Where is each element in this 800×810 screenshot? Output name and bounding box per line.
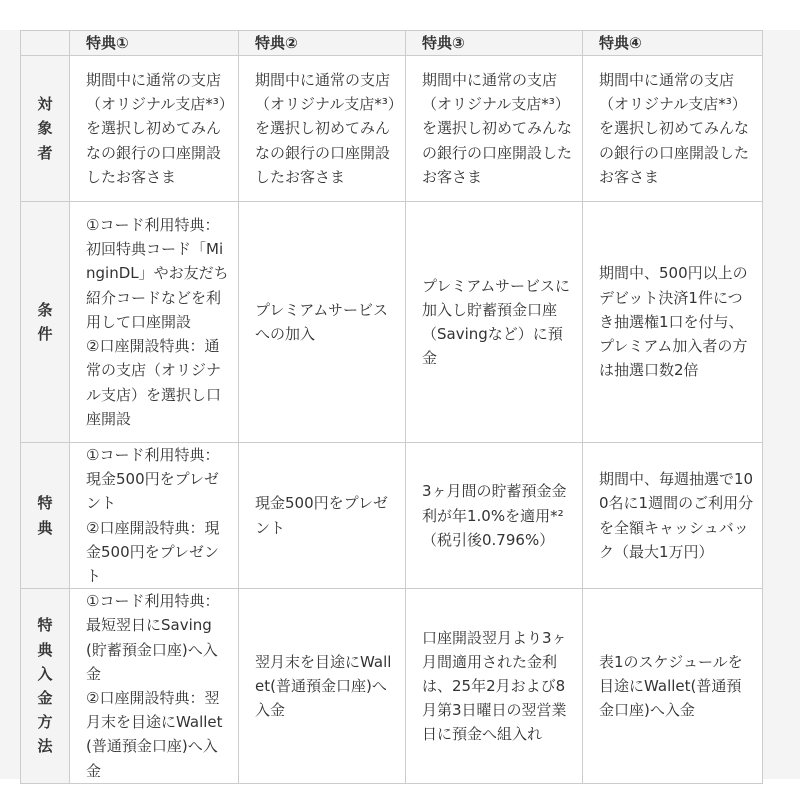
table-row-conditions (21, 202, 763, 443)
cell-text: ①コード利用特典：初回特典コード「MinginDL」やお友だち紹介コードなどを利用して口座開設 ②口座開設特典：通常の支店（オリジナル支店）を選択し口座開設 (86, 216, 229, 428)
table-cell (406, 202, 583, 443)
table-cell (406, 443, 583, 589)
cell-text: 期間中に通常の支店（オリジナル支店*³）を選択し初めてみんなの銀行の口座開設したお客さま (599, 70, 750, 186)
row-header-conditions (21, 202, 70, 443)
cell-text: 期間中、毎週抽選で100名に1週間のご利用分を全額キャッシュバック（最大1万円） (599, 470, 754, 561)
table-cell (583, 589, 763, 784)
table-cell (239, 589, 406, 784)
table-cell (583, 202, 763, 443)
cell-text: ①コード利用特典：現金500円をプレゼント ②口座開設特典：現金500円をプレゼント (86, 446, 220, 586)
cell-text: 期間中、500円以上のデビット決済1件につき抽選権1口を付与、プレミアム加入者の方は抽選口数2倍 (599, 264, 748, 380)
table-cell (406, 589, 583, 784)
cell-text: プレミアムサービスに加入し貯蓄預金口座（Savingなど）に預金 (422, 276, 571, 368)
row-header-label: 特典 (37, 494, 53, 537)
cell-text: 期間中に通常の支店（オリジナル支店*³）を選択し初めてみんなの銀行の口座開設したお客さま (255, 70, 396, 186)
benefits-table (20, 30, 763, 784)
column-header-benefit-2: 特典② (239, 31, 406, 56)
cell-text: 現金500円をプレゼント (255, 494, 389, 537)
table-cell (70, 56, 239, 202)
cell-text: 3ヶ月間の貯蓄預金金利が年1.0%を適用*²（税引後0.796%） (422, 482, 567, 549)
row-header-label: 条件 (37, 300, 53, 343)
table-row-benefit (21, 443, 763, 589)
table-cell (583, 56, 763, 202)
cell-text: 翌月末を目途にWallet(普通預金口座)へ入金 (255, 652, 392, 720)
table-cell (70, 589, 239, 784)
cell-text: プレミアムサービスへの加入 (255, 300, 389, 343)
column-header-benefit-1: 特典① (70, 31, 239, 56)
cell-text: 口座開設翌月より3ヶ月間適用された金利は、25年2月および8月第3日曜日の翌営業日に預金へ組入れ (422, 628, 567, 744)
row-header-payment-method (21, 589, 70, 784)
table-cell (583, 443, 763, 589)
row-header-benefit (21, 443, 70, 589)
column-header-benefit-4: 特典④ (583, 31, 763, 56)
table-cell (239, 56, 406, 202)
table-cell (70, 443, 239, 589)
row-header-target (21, 56, 70, 202)
header-row (21, 31, 763, 56)
column-header-benefit-3: 特典③ (406, 31, 583, 56)
table-cell (70, 202, 239, 443)
cell-text: 期間中に通常の支店（オリジナル支店*³）を選択し初めてみんなの銀行の口座開設したお客さま (86, 70, 227, 186)
cell-text: 表1のスケジュールを目途にWallet(普通預金口座)へ入金 (599, 652, 743, 720)
row-header-label: 特典入金方法 (37, 616, 53, 756)
table-cell (239, 202, 406, 443)
row-header-label: 対象者 (37, 95, 53, 162)
table-row-payment-method (21, 589, 763, 784)
cell-text: ①コード利用特典：最短翌日にSaving(貯蓄預金口座)へ入金 ②口座開設特典：翌月末を目途にWallet(普通預金口座)へ入金 (86, 592, 223, 780)
header-corner-cell (21, 31, 70, 56)
cell-text: 期間中に通常の支店（オリジナル支店*³）を選択し初めてみんなの銀行の口座開設したお客さま (422, 70, 573, 186)
table-row-target (21, 56, 763, 202)
table-cell (406, 56, 583, 202)
table-cell (239, 443, 406, 589)
